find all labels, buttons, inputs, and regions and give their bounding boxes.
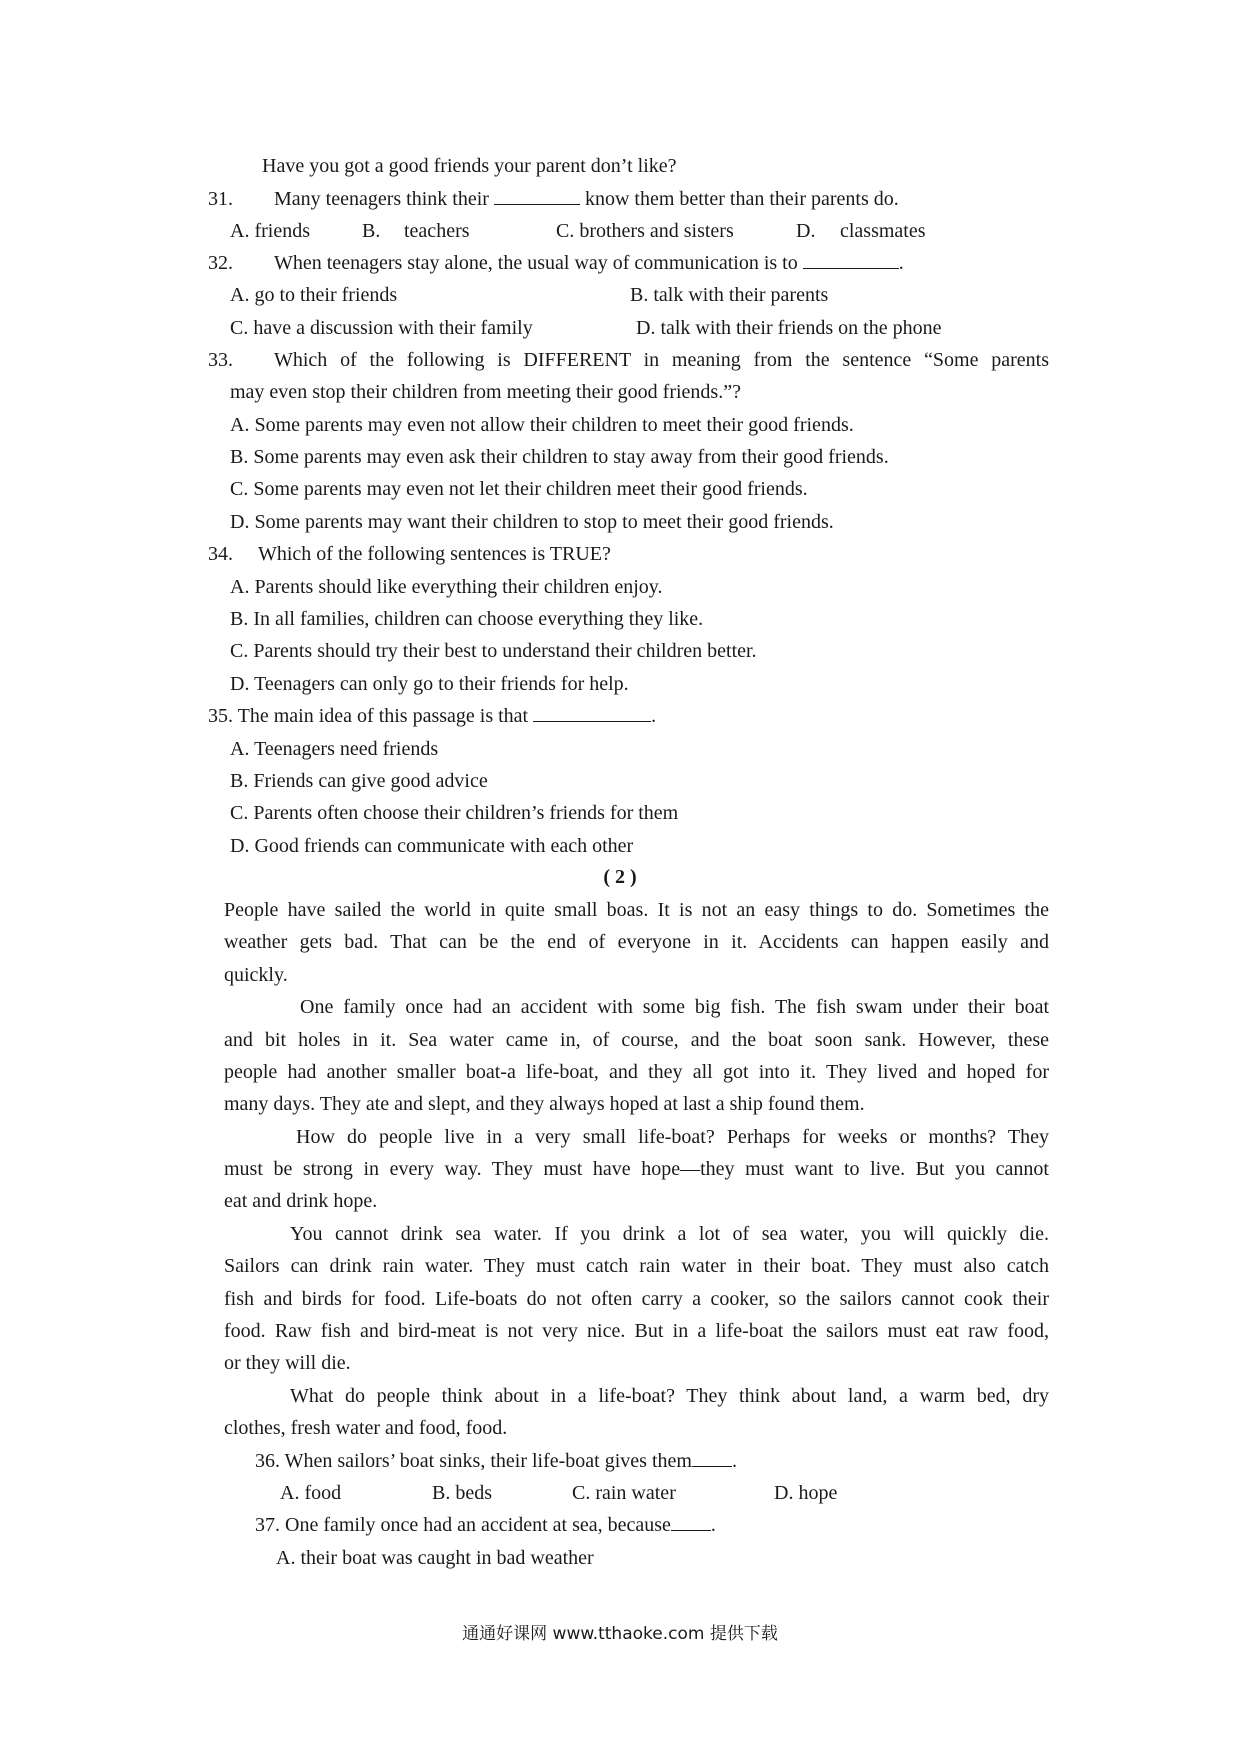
passage-p1-line3: quickly. [224,964,288,986]
q36-stem [255,1448,737,1474]
passage-p3-line1: How do people live in a very small life-boat? Perhaps for weeks or months? They [296,1126,1049,1148]
passage-p5-line2: clothes, fresh water and food, food. [224,1417,508,1439]
q37-blank [671,1512,711,1531]
passage-p4-line5: or they will die. [224,1352,351,1374]
passage-p5-line1: What do people think about in a life-boat? They think about land, a warm bed, dry [290,1385,1049,1407]
q31-option-b-text: teachers [404,220,470,242]
q37-option-a: A. their boat was caught in bad weather [276,1547,594,1569]
q36-option-c: C. rain water [572,1482,676,1504]
q35-stem-pre: 35. The main idea of this passage is that [208,705,529,727]
q33-stem-line2: may even stop their children from meeting their good friends.”? [230,381,741,403]
q33-option-b: B. Some parents may even ask their children to stay away from their good friends. [230,446,889,468]
passage-p4-line4: food. Raw fish and bird-meat is not very nice. But in a life-boat the sailors must eat raw food, [224,1320,1049,1342]
q35-option-b: B. Friends can give good advice [230,770,488,792]
q37-stem-pre: 37. One family once had an accident at sea, because [255,1514,671,1536]
section-2-title: ( 2 ) [603,866,637,888]
q35-option-a: A. Teenagers need friends [230,738,439,760]
q34-option-a: A. Parents should like everything their children enjoy. [230,576,663,598]
q36-stem-pre: 36. When sailors’ boat sinks, their life-boat gives them [255,1450,692,1472]
q35-stem-post: . [651,705,657,727]
q32-option-a: A. go to their friends [230,284,398,306]
q32-option-d: D. talk with their friends on the phone [636,317,942,339]
q31-option-c: C. brothers and sisters [556,220,734,242]
q34-option-d: D. Teenagers can only go to their friends for help. [230,673,629,695]
q34-option-c: C. Parents should try their best to understand their children better. [230,640,757,662]
passage-p2-line2: and bit holes in it. Sea water came in, of course, and the boat soon sank. However, these [224,1029,1049,1051]
q37-stem [255,1512,716,1538]
q31-stem [274,186,899,212]
q31-blank [494,186,580,205]
passage-question-intro: Have you got a good friends your parent don’t like? [262,155,677,177]
q31-option-d-text: classmates [840,220,926,242]
q33-option-d: D. Some parents may want their children to stop to meet their good friends. [230,511,834,533]
q36-option-a: A. food [280,1482,342,1504]
q31-number: 31. [208,188,233,210]
q34-number: 34. [208,543,233,565]
passage-p4-line3: fish and birds for food. Life-boats do not often carry a cooker, so the sailors cannot cook their [224,1288,1049,1310]
q33-stem-line1: Which of the following is DIFFERENT in meaning from the sentence “Some parents [274,349,1049,371]
q32-option-c: C. have a discussion with their family [230,317,533,339]
q31-stem-post: know them better than their parents do. [584,188,899,210]
q34-stem: Which of the following sentences is TRUE? [258,543,611,565]
q31-option-d-letter: D. [796,220,816,242]
q35-stem [208,703,656,729]
passage-p1-line1: People have sailed the world in quite small boas. It is not an easy things to do. Sometimes the [224,899,1049,921]
q32-stem [274,250,904,276]
q33-option-c: C. Some parents may even not let their children meet their good friends. [230,478,808,500]
q36-stem-post: . [731,1450,737,1472]
passage-p1-line2: weather gets bad. That can be the end of everyone in it. Accidents can happen easily and [224,931,1049,953]
q35-option-c: C. Parents often choose their children’s friends for them [230,802,679,824]
passage-p4-line2: Sailors can drink rain water. They must catch rain water in their boat. They must also catch [224,1255,1049,1277]
passage-p4-line1: You cannot drink sea water. If you drink a lot of sea water, you will quickly die. [290,1223,1049,1245]
page-footer: 通通好课网 www.tthaoke.com 提供下载 [462,1624,778,1644]
passage-p2-line4: many days. They ate and slept, and they always hoped at last a ship found them. [224,1093,865,1115]
q31-stem-pre: Many teenagers think their [274,188,489,210]
q32-number: 32. [208,252,233,274]
q34-option-b: B. In all families, children can choose everything they like. [230,608,704,630]
passage-p3-line2: must be strong in every way. They must have hope—they must want to live. But you cannot [224,1158,1049,1180]
q32-option-b: B. talk with their parents [630,284,829,306]
q35-blank [533,703,651,722]
q37-stem-post: . [710,1514,716,1536]
q32-stem-post: . [898,252,904,274]
q31-option-a: A. friends [230,220,310,242]
passage-p3-line3: eat and drink hope. [224,1190,378,1212]
q33-option-a: A. Some parents may even not allow their children to meet their good friends. [230,414,854,436]
q32-blank [803,250,899,269]
q32-stem-pre: When teenagers stay alone, the usual way of communication is to [274,252,798,274]
q31-option-b-letter: B. [362,220,381,242]
q35-option-d: D. Good friends can communicate with each other [230,835,634,857]
q33-number: 33. [208,349,233,371]
q36-option-d: D. hope [774,1482,838,1504]
q36-blank [692,1448,732,1467]
q36-option-b: B. beds [432,1482,492,1504]
passage-p2-line3: people had another smaller boat-a life-boat, and they all got into it. They lived and hoped for [224,1061,1049,1083]
passage-p2-line1: One family once had an accident with some big fish. The fish swam under their boat [300,996,1049,1018]
